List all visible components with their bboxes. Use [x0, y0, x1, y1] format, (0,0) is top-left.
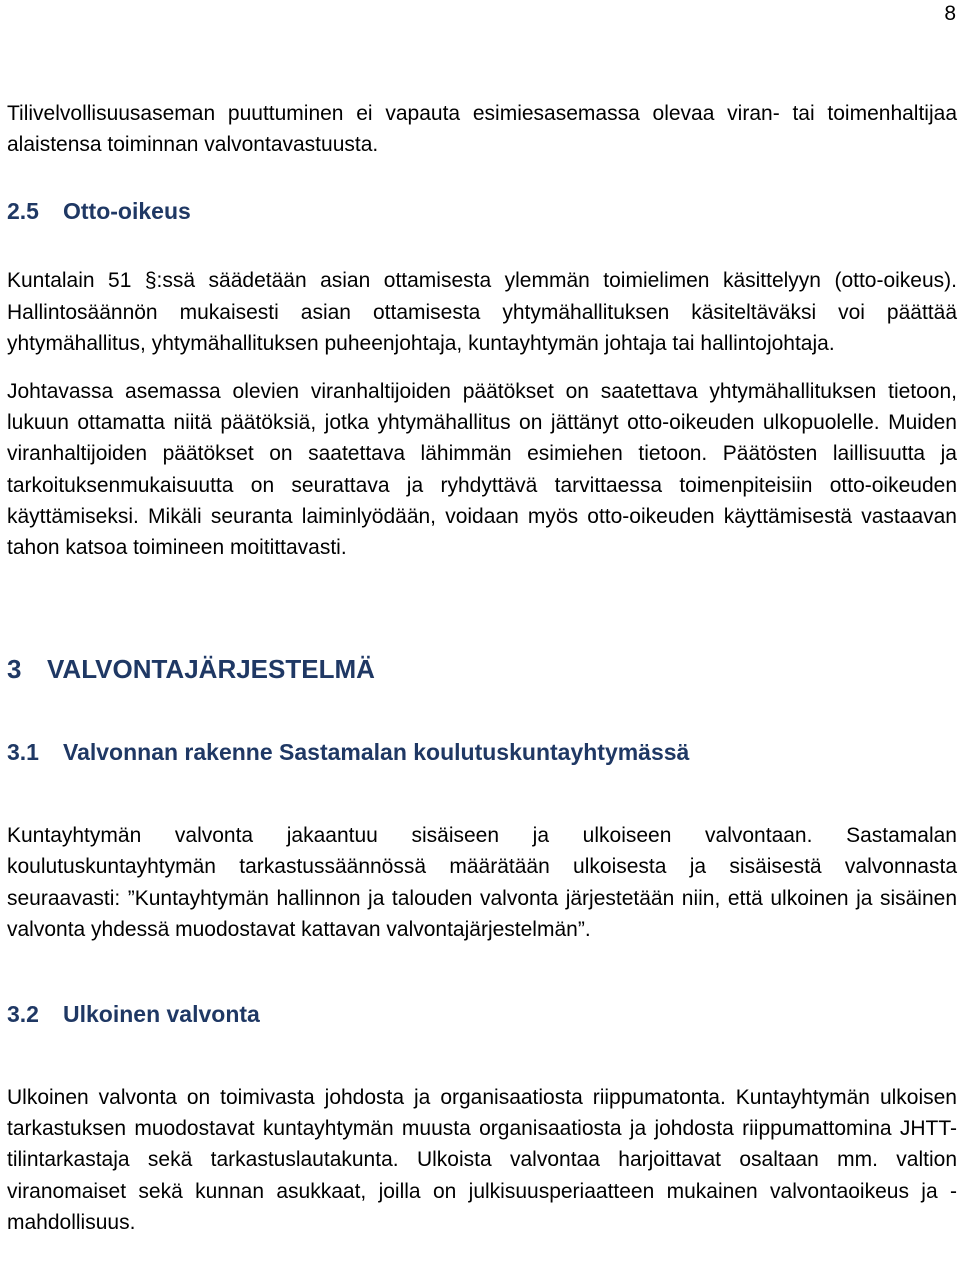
section-title: Ulkoinen valvonta: [63, 1001, 260, 1028]
paragraph: Ulkoinen valvonta on toimivasta johdosta ja organisaatiosta riippumatonta. Kuntayhtymän ulkoisen tarkastuksen muodostavat kuntayhtymän muusta organisaatiosta ja johdosta riippumattomina JHTT-tilintarkastaja sekä tarkastuslautakunta. Ulkoista valvontaa harjoittavat osaltaan mm. valtion viranomaiset sekä kunnan asukkaat, joilla on julkisuusperiaatteen mukainen valvontaoikeus ja -mahdollisuus.: [7, 1086, 957, 1234]
document-body: [7, 98, 957, 1238]
section-heading-3-2: [7, 1000, 957, 1028]
paragraph: Johtavassa asemassa olevien viranhaltijoiden päätökset on saatettava yhtymähallituksen tietoon, lukuun ottamatta niitä päätöksiä, jotka yhtymähallitus on jättänyt otto-oikeuden ulkopuolelle. Muiden viranhaltijoiden päätökset on saatettava lähimmän esimiehen tietoon. Päätösten laillisuutta ja tarkoituksenmukaisuutta on seurattava ja ryhdyttävä tarvittaessa toimenpiteisiin otto-oikeuden käyttämiseksi. Mikäli seuranta laiminlyödään, voidaan myös otto-oikeuden käyttämisestä vastaavan tahon katsoa toimineen moitittavasti.: [7, 380, 957, 560]
section-number: 2.5: [7, 198, 39, 225]
section-heading-3-1: [7, 738, 957, 766]
page-number: 8: [944, 2, 956, 25]
section-title: Valvonnan rakenne Sastamalan koulutuskuntayhtymässä: [63, 739, 690, 766]
section-number: 3.1: [7, 739, 39, 766]
intro-paragraph: Tilivelvollisuusaseman puuttuminen ei vapauta esimiesasemassa olevaa viran- tai toimenhaltijaa alaistensa toiminnan valvontavastuusta.: [7, 102, 957, 157]
section-heading-2-5: [7, 197, 957, 225]
section-title: Otto-oikeus: [63, 198, 191, 225]
paragraph: Kuntayhtymän valvonta jakaantuu sisäiseen ja ulkoiseen valvontaan. Sastamalan koulutuskuntayhtymän tarkastussäännössä määrätään ulkoisesta ja sisäisestä valvonnasta seuraavasti: ”Kuntayhtymän hallinnon ja talouden valvonta järjestetään niin, että ulkoinen ja sisäinen valvonta yhdessä muodostavat kattavan valvontajärjestelmän”.: [7, 824, 957, 941]
chapter-number: 3: [7, 654, 22, 685]
paragraph: Kuntalain 51 §:ssä säädetään asian ottamisesta ylemmän toimielimen käsittelyyn (otto-oikeus). Hallintosäännön mukaisesti asian ottamisesta yhtymähallituksen käsiteltäväksi voi päättää yhtymähallitus, yhtymähallituksen puheenjohtaja, kuntayhtymän johtaja tai hallintojohtaja.: [7, 269, 957, 355]
chapter-title: VALVONTAJÄRJESTELMÄ: [47, 654, 375, 685]
chapter-heading-3: [7, 653, 957, 685]
section-number: 3.2: [7, 1001, 39, 1028]
